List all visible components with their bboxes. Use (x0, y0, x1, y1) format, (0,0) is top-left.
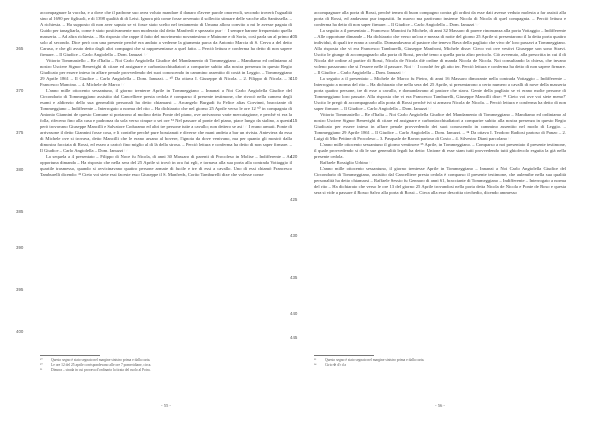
footnote-text: Dimora – strada in cui provava d'ordinario la tirata del ruolo al Potra. (51, 367, 151, 372)
line-number: 410 (290, 76, 298, 82)
paragraph: L'anno mille ottocento sessantuno il giorno ventinove ³⁵ Aprile, in Tommeggiano. – Comparso a noi presentato il presente testimone, il quale provvedendo si dà le sue generalità legali ha detto: Unione di esse siam tutti provvedendo tutti ghiofecolo esguita la già nella presente cedola. (314, 142, 566, 160)
paragraph: Vittorio Tommasiello – Re d'Italia – Noi Carlo Angiolella Giudice del Mandamento di Tommeggiano – Mandiamo ed ordiniamo al nostro Usciere Signor Benevighi di citare ed assignare e carboniacchiudiatori a comparire subito alla nostra presenza in questo Regio Giudicato per essere inteso in affare penale provvedendo dei suoi conoscendo in cammino assentito di costà in Leggio. – Tommeggiano 29 Aprile 1861 – Il Giudice – Carlo Angiolella – Dom. Ianuzzi. – ³⁰ Da ottava I. Giuseppe di Nicola. – 2. Filippo di Nicola. – 3. Francesco Mancino. – 4. Michele de Marco ☞ (40, 58, 292, 88)
footnote-rule (40, 355, 100, 356)
footnote-number: ⁵⁰ (40, 362, 43, 367)
line-number: 430 (290, 232, 298, 238)
footnote-number: ³³ (314, 358, 317, 362)
left-page (16, 10, 292, 414)
footnote (40, 368, 292, 373)
line-number: 395 (16, 286, 24, 292)
line-number: 365 (16, 46, 24, 52)
line-number: 375 (16, 130, 24, 136)
paragraph: Vittorio Tommasiello – Re d'Italia – Noi Carlo Angiolella Giudice del Mandamento di Tommeggiano – Mandiamo ed ordiniamo al nostro Usciere Signor Benevighi di citare ed assignare e carboniacchiudiatori a comparire subito alla nostra presenza in questo Regio Giudicato per essere inteso in affare penale provvedendo dei suoi conoscendo in cammino assentito nel modo di Leggio. – Tommeggiano 29 Aprile 1861 – Il Giudice – Carlo Angiolella – Dom. Ianuzzi. – ³⁴ Da ottava I. Teodoro Radiosi partoso di Panzo – 2. Luigi di Mio Pettine di Procoleso – 3. Pasquale de Ravon partoso di Costo – 4. Silvestro Diani parcolano ☞ (314, 112, 566, 142)
line-number: 385 (16, 208, 24, 214)
page-body-text (314, 10, 566, 353)
line-number: 420 (290, 154, 298, 160)
paragraph: La seguito a il presentato – Francesco Mancini fu Michele, di anni 32 Massaro di parere rinomanza alla porta Vottaggio – Indifferente – Alle opportune dimande – Ha dichiarato che verso un'ora e mezza di notte del giorno 25 Aprile si presentarono il la detta porta quattro individui, di quali tre erano a cavallo. Domandavano al pastore che tenevo Bava della pagliaio che vivo de' loro passavi a Tommeggiano. Alla risposta che vi era Francesco Tamburelli, Giuseppe Manfroni, Michele disse: Cieco voi ove vestivi Giuseppe son sono Stravi. Uscito le giunge di accompagnarlo alla porta di Rossi, perché temo a quella porta altro pericolo. Ciò avvenuto, alla prescritta in cui il di Nicola diè ordine al partire di Rossi, Nicola de Nicola diè ordine di manda Nicola de Nicola. Noi consultando la chiesa, che invano voleno passavano che si l'essere nelle il passare. Noi ☞ I conchè fer gli atto ter. Perciò lettura e conferma ha detto di non sapere firmare. – Il Giudice – Carlo Angiolella – Dom. Ianuzzi ☞ (314, 28, 566, 76)
page-body-text (40, 10, 292, 353)
line-number: 400 (16, 329, 24, 335)
paragraph: La sequela a 4 presentato – Filippo di Noce fu Nicola, di anni 30 Massaro di parenti di Procoleso in Molise – Indifferente – Ad opportuna dimanda – Ha risposto che nella sera del 25 Aprile si trovò in ora fui egli, e tornava alla sua porta alla contrada Vottaggio il quartile trasmesso, quando si avvicinavano quattro persone armate di fucile e tre di essi a cavallo. Uno di essi chiamò Francesco Tamburelli dicendo: ³² Cieto voi siete essi faceste esso Giuseppe il S. Manfreds, Corito Tamburelli dixe che volesse conse (40, 154, 292, 178)
footnote-number: ⁵¹ (40, 367, 43, 372)
line-number: 425 (290, 196, 298, 202)
paragraph: accompagnare la vaccha, e a dove che il padrone suo avea voluto mandare il danaro d'avere parole onorevoli, secondo troverà l'ugualità sino al 1690 per figliuoli, e di 1398 qualità di di Leisi. Ignora più come fosse avvenuto il sollecito stimare delle vacche alla Santissella. – A richiesta. – Ha supposto di non aver saputo se vi fosse stato scelto nel testamento di Umana allora convito a mi le avesse pagata di Guido per tanagliarla, come è stato positivamente non moderato dal detto Manfredi e spezzato pur ☞ I sempre barone frequentato quella masseria. – Ad altra richiesta. – Ha risposto che rappe il fatto del movimento novantesimo e Mainone e di Sorio, così parla un al primo e solo al secondo. Dice però con una presente perché era andato a vederne la giumenta parca da Antonio Marcia di S. Cerva a del detto Caruso, e che gli avuto detto dagli altri compagni che si rappresentasse a quel fatto. – Perciò lettura e conferma ha detto di non sapere firmare. – Il Giudice – Carlo Angiolella – Dom. Ianuzzi ☞ (40, 10, 292, 58)
footnote-text: Cirio ✠ d'r d a (325, 362, 347, 367)
line-number: 370 (16, 88, 24, 94)
footnote-number: ³⁴ (314, 362, 317, 367)
page-number: - 55 - (161, 403, 171, 408)
line-number-column (290, 10, 308, 350)
line-number: 380 (16, 166, 24, 172)
line-number: 445 (290, 335, 298, 341)
paragraph: Raffaele Rossiglio Urbino ☞ (320, 160, 374, 166)
page-number: - 56 - (435, 403, 445, 408)
paragraph: La seguito a il presentato – Michele de Marco fu Pietro, di anni 16 Massaro dimorante nella contrada Vottaggio – Indifferente – Interrogato a norma del rito – Ha dichiarato che nella sera del 25 Aprile, si presentarono a certo numero a cavalli di nove della masseria porta quattro persone, tre di esse a cavallo, e domandavano al pastore che stava. Gente della pagliaio se vi erano molte persone di Tommeggiano loro passate. Alla risposta che vi era Francesco Tamburelli, Giuseppe Mancilli dixe: ³³ Cieto voi ove voi siete meno?' Uscito le pregò di accompagnarlo alla porta di Rossi perché ivi si armava Nicola de Nicola. – Perciò lettura e conferma ha detto di non saper firmare. – Il Giudice – Carlo Angiolella – Dom. Ianuzzi ☞ (314, 76, 566, 112)
footnote-rule (314, 355, 374, 356)
right-page (290, 10, 566, 414)
line-number: 435 (290, 274, 298, 280)
footnote-text: Questo segno è stato segnato nel margine sinistro prima e dalla carta. (51, 358, 151, 362)
paragraph: accompagnare alla porta di Rossi, perché temea di buon compagno contra gli ordini da esse dati avesse veduto molesta a far assisti alla porta di Rossi, ed andavano pur impastiti. In nuovo ma partivano insieme Nicola di Nicola di quel compagnia. – Perciò lettura e conferma ha detto di non saper firmare. – Il Giudice – Carlo Angiolella – Dom. Ianuzzi ☞ (314, 10, 566, 28)
line-number: 390 (16, 244, 24, 250)
line-number: 415 (290, 118, 298, 124)
footnotes (40, 358, 292, 372)
paragraph: L'anno mille ottocento sessantuno, il giorno trenterre Aprile in Tommeggiano – Innanzi a Noi Carlo Angiolella Giudice del Circondario di Tommeggiano assistito dal Cancelliere presta cedola è comparso il presente testimone, che rivocò nella camera degli esami e aldirezio dello sua generalità personali ha detto chiamarsi – Arcangelo Burgadi fu Felice alias Corvinni, bracciante di Tommeggiano – Indifferente – Interrogato a norma del rito – Ha dichiarato che nel giorno 25 Aprile verso le ore 12 ⁵⁰ in compagnia di Antonio Giannini de questo Comune si portarono al molino detto Ponte del piano, ove arrivarono varie mercatagione, e perché vi era la folla, rifeceno fino alla casa e padronza da sola verso cinque o sei ore ⁵¹ Nel passare al ponte del piano, piace lungo da stalino, a questo però trovavano Giuseppe Mancilli e Salvatore Coduramo ed altri tre persone tutte a cavallo; non dettero se asi ☞ I erano armati. Ponte di arrivasone il detto Giannini fosse cosa, e li contribe perché pure bossianati e diverse che mani andeta a bar un rivista. Anteviera da essa di Michele ove si trovava, detto Mancilli che le erano arsano al bovere, l'ignota da dove venivano, ma per quanto gli mostrò dalla dimostra facciata di Rossi, ed esseo a caricò fino miglio al di là della strosa. – Perciò lettura e conferma ha detto di non saper firmare. – Il Giudice – Carlo Angiolella – Dom. Ianuzzi ☞ (40, 88, 292, 154)
footnote-text: Questo segno è stato segnato nel margine sinistro prima e dalla carta. (325, 358, 425, 362)
footnote (314, 363, 566, 368)
paragraph: L'anno mille ottocento sessantuno, il giorno trentesse Aprile in Tommeggiano – Innanzi a Noi Carlo Angiolella Giudice del Circondario di Tommeggiano, assistito dal Cancelliere presta cedola è comparso il presente testimone, che aulemibe nella sua qualità personalità ha detto chiamarsi – Raffaele Sessio fu Gennaro di anni 61, bracciante di Tommeggiano – Indifferente – Interrogato a norma del rito – Ha dichiarato che verso le ore 13 del giorno 25 Aprile trovandosi nella porta detta Nicola de Nicola e Ponte de Boso e questa sera si vide a passare il Rosso Salvo alla porta di Rossi – Cieca alla esse descritta ciechedio, dicendo ammesso (314, 166, 566, 196)
footnotes (314, 358, 566, 368)
line-number: 405 (290, 34, 298, 40)
line-number-column (16, 10, 34, 350)
footnote-number: ³⁰ (40, 358, 43, 362)
footnote-text: Le ore 12 del 25 aprile corrispondevano alle ore 7 pomeridiane, circa. (51, 362, 152, 367)
line-number: 440 (290, 311, 298, 316)
